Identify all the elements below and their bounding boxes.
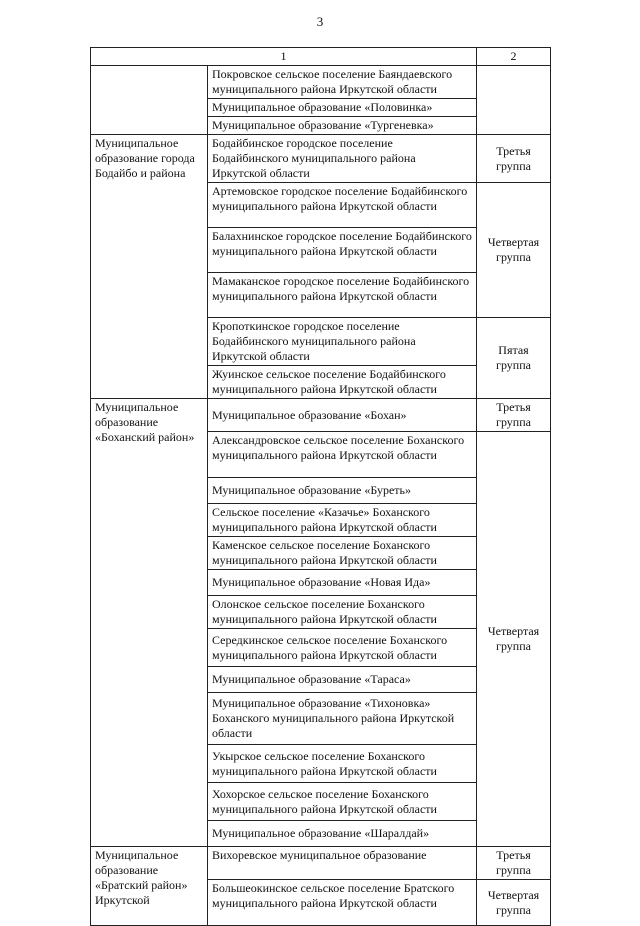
table-row xyxy=(91,66,551,99)
table-row xyxy=(91,399,551,432)
group-cell: Третья группа xyxy=(477,135,551,183)
settlement-cell: Муниципальное образование «Тараса» xyxy=(208,667,477,693)
settlement-cell: Вихоревское муниципальное образование xyxy=(208,847,477,880)
settlement-cell: Кропоткинское городское поселение Бодайбинского муниципального района Иркутской области xyxy=(208,318,477,366)
settlement-cell: Муниципальное образование «Бохан» xyxy=(208,399,477,432)
settlement-cell: Балахнинское городское поселение Бодайбинского муниципального района Иркутской области xyxy=(208,228,477,273)
settlement-cell: Мамаканское городское поселение Бодайбинского муниципального района Иркутской области xyxy=(208,273,477,318)
group-cell: Пятая группа xyxy=(477,318,551,399)
header-column-1: 1 xyxy=(91,48,477,66)
group-cell xyxy=(477,66,551,135)
settlement-cell: Муниципальное образование «Тихоновка» Боханского муниципального района Иркутской области xyxy=(208,693,477,745)
region-cell: Муниципальное образование «Братский район» Иркутской xyxy=(91,847,208,926)
table-header-row xyxy=(91,48,551,66)
group-cell: Четвертая группа xyxy=(477,880,551,926)
region-cell xyxy=(91,66,208,135)
group-cell: Четвертая группа xyxy=(477,183,551,318)
settlement-cell: Муниципальное образование «Шаралдай» xyxy=(208,821,477,847)
group-cell: Третья группа xyxy=(477,847,551,880)
page-number: 3 xyxy=(316,14,324,29)
region-cell: Муниципальное образование «Боханский район» xyxy=(91,399,208,847)
settlement-cell: Александровское сельское поселение Боханского муниципального района Иркутской области xyxy=(208,432,477,478)
settlement-cell: Муниципальное образование «Тургеневка» xyxy=(208,117,477,135)
settlement-cell: Каменское сельское поселение Боханского муниципального района Иркутской области xyxy=(208,537,477,570)
municipal-groups-table xyxy=(90,47,551,926)
group-cell: Четвертая группа xyxy=(477,432,551,847)
region-cell: Муниципальное образование города Бодайбо и района xyxy=(91,135,208,399)
settlement-cell: Хохорское сельское поселение Боханского муниципального района Иркутской области xyxy=(208,783,477,821)
settlement-cell: Олонское сельское поселение Боханского муниципального района Иркутской области xyxy=(208,596,477,629)
table-row xyxy=(91,847,551,880)
settlement-cell: Жуинское сельское поселение Бодайбинского муниципального района Иркутской области xyxy=(208,366,477,399)
settlement-cell: Середкинское сельское поселение Боханского муниципального района Иркутской области xyxy=(208,629,477,667)
table-row xyxy=(91,135,551,183)
settlement-cell: Сельское поселение «Казачье» Боханского муниципального района Иркутской области xyxy=(208,504,477,537)
settlement-cell: Артемовское городское поселение Бодайбинского муниципального района Иркутской области xyxy=(208,183,477,228)
settlement-cell: Большеокинское сельское поселение Братского муниципального района Иркутской области xyxy=(208,880,477,926)
settlement-cell: Муниципальное образование «Новая Ида» xyxy=(208,570,477,596)
settlement-cell: Муниципальное образование «Буреть» xyxy=(208,478,477,504)
settlement-cell: Муниципальное образование «Половинка» xyxy=(208,99,477,117)
settlement-cell: Бодайбинское городское поселение Бодайбинского муниципального района Иркутской области xyxy=(208,135,477,183)
group-cell: Третья группа xyxy=(477,399,551,432)
settlement-cell: Укырское сельское поселение Боханского муниципального района Иркутской области xyxy=(208,745,477,783)
settlement-cell: Покровское сельское поселение Баяндаевского муниципального района Иркутской области xyxy=(208,66,477,99)
header-column-2: 2 xyxy=(477,48,551,66)
